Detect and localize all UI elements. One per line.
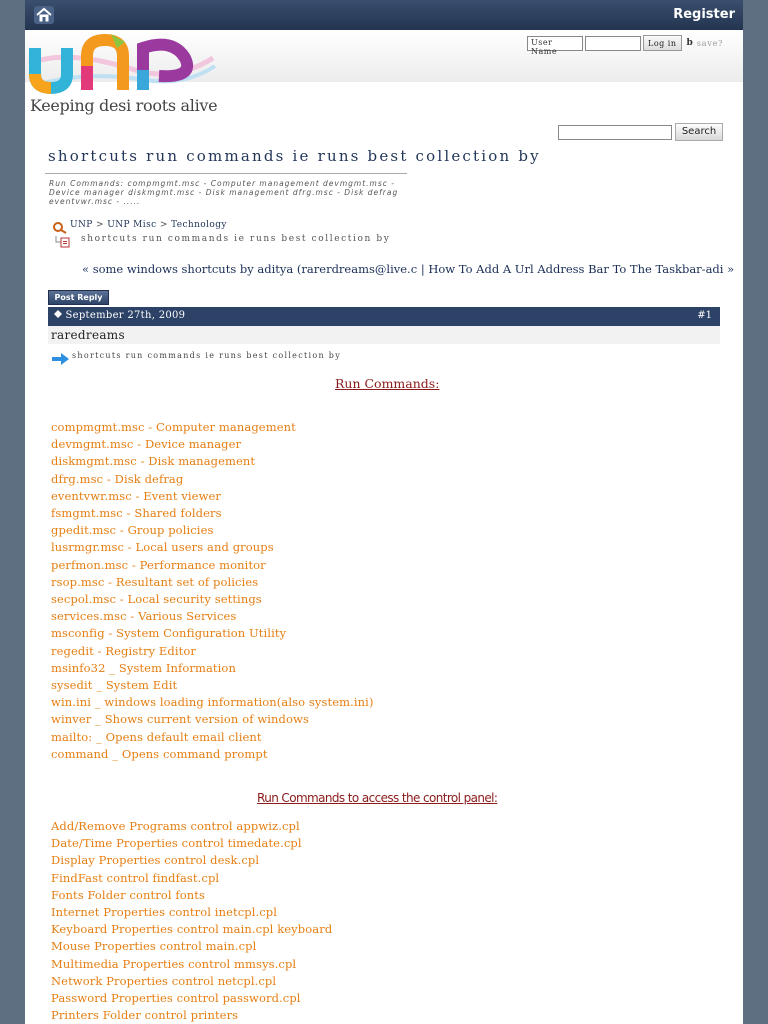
save-label: save? bbox=[696, 38, 724, 48]
list-item: FindFast control findfast.cpl bbox=[51, 870, 220, 885]
date-diamond-icon bbox=[54, 310, 62, 318]
list-item: Printers Folder control printers bbox=[51, 1008, 239, 1023]
login-form bbox=[527, 35, 724, 56]
prev-arrow: « bbox=[82, 262, 90, 276]
thread-excerpt: Run Commands: compmgmt.msc - Computer management devmgmt.msc - Device manager diskmgmt.msc - Disk management dfrg.msc - Disk defrag eventvwr.msc - ..... bbox=[49, 179, 399, 206]
post-title: shortcuts run commands ie runs best collection by bbox=[72, 351, 342, 360]
post-author[interactable]: raredreams bbox=[51, 328, 125, 342]
list-item: Display Properties control desk.cpl bbox=[51, 853, 260, 868]
control-panel-list bbox=[51, 818, 332, 1024]
list-item: Multimedia Properties control mmsys.cpl bbox=[51, 956, 297, 971]
breadcrumb-separator: > bbox=[159, 220, 168, 230]
title-divider bbox=[45, 173, 407, 174]
list-item: Network Properties control netcpl.cpl bbox=[51, 973, 277, 988]
search-input[interactable] bbox=[558, 125, 672, 140]
list-item: Add/Remove Programs control appwiz.cpl bbox=[51, 819, 300, 833]
list-item: secpol.msc - Local security settings bbox=[51, 592, 262, 607]
section-heading-run-commands: Run Commands: bbox=[335, 376, 440, 391]
list-item: command _ Opens command prompt bbox=[51, 746, 268, 761]
list-item: devmgmt.msc - Device manager bbox=[51, 437, 242, 452]
thread-title: shortcuts run commands ie runs best collection by bbox=[48, 147, 541, 165]
breadcrumb-link-technology[interactable]: Technology bbox=[171, 220, 227, 230]
list-item: Internet Properties control inetcpl.cpl bbox=[51, 905, 278, 920]
list-item: msconfig - System Configuration Utility bbox=[51, 626, 287, 641]
author-row bbox=[48, 326, 720, 344]
post-header-bar bbox=[48, 307, 720, 326]
login-button[interactable]: Log in bbox=[643, 35, 682, 51]
list-item: sysedit _ System Edit bbox=[51, 678, 178, 693]
register-link[interactable]: Register bbox=[673, 7, 735, 22]
post-reply-button[interactable]: Post Reply bbox=[48, 290, 109, 305]
prev-thread-link[interactable]: some windows shortcuts by aditya (rarerdreams@live.c bbox=[92, 262, 418, 276]
list-item: Date/Time Properties control timedate.cpl bbox=[51, 836, 302, 851]
post-date: September 27th, 2009 bbox=[65, 310, 186, 321]
top-bar bbox=[25, 0, 743, 30]
current-page-icon bbox=[55, 233, 71, 245]
breadcrumb-link-unp[interactable]: UNP bbox=[70, 220, 93, 230]
list-item: compmgmt.msc - Computer management bbox=[51, 420, 296, 434]
list-item: eventvwr.msc - Event viewer bbox=[51, 488, 222, 503]
remember-checkbox[interactable]: b bbox=[686, 38, 693, 48]
list-item: Keyboard Properties control main.cpl keyboard bbox=[51, 922, 333, 937]
breadcrumb-separator: > bbox=[95, 220, 104, 230]
home-icon[interactable] bbox=[33, 5, 55, 25]
list-item: dfrg.msc - Disk defrag bbox=[51, 471, 184, 486]
list-item: fsmgmt.msc - Shared folders bbox=[51, 506, 222, 521]
site-tagline: Keeping desi roots alive bbox=[30, 96, 218, 115]
list-item: rsop.msc - Resultant set of policies bbox=[51, 574, 259, 589]
post-date-wrap bbox=[54, 310, 185, 321]
list-item: perfmon.msc - Performance monitor bbox=[51, 557, 266, 572]
section-heading-control-panel: Run Commands to access the control panel: bbox=[257, 791, 498, 805]
breadcrumb bbox=[70, 220, 227, 230]
list-item: msinfo32 _ System Information bbox=[51, 660, 236, 675]
list-item: win.ini _ windows loading information(also system.ini) bbox=[51, 695, 374, 710]
list-item: gpedit.msc - Group policies bbox=[51, 523, 214, 538]
breadcrumb-tree-icon bbox=[53, 219, 67, 231]
list-item: Fonts Folder control fonts bbox=[51, 887, 205, 902]
post-arrow-icon bbox=[52, 350, 70, 362]
password-field[interactable] bbox=[585, 36, 641, 51]
list-item: diskmgmt.msc - Disk management bbox=[51, 454, 256, 469]
nav-divider: | bbox=[420, 262, 425, 276]
thread-navigation bbox=[82, 262, 734, 276]
list-item: Mouse Properties control main.cpl bbox=[51, 939, 257, 954]
post-number[interactable]: #1 bbox=[697, 310, 712, 321]
run-commands-list bbox=[51, 419, 374, 763]
list-item: winver _ Shows current version of windows bbox=[51, 712, 309, 727]
next-thread-link[interactable]: How To Add A Url Address Bar To The Taskbar-adi bbox=[428, 262, 724, 276]
search-button[interactable]: Search bbox=[675, 123, 723, 141]
breadcrumb-link-unp-misc[interactable]: UNP Misc bbox=[107, 220, 157, 230]
site-logo[interactable] bbox=[25, 30, 220, 122]
list-item: regedit - Registry Editor bbox=[51, 643, 196, 658]
page bbox=[25, 30, 743, 1024]
list-item: Password Properties control password.cpl bbox=[51, 991, 301, 1006]
list-item: lusrmgr.msc - Local users and groups bbox=[51, 540, 274, 555]
list-item: mailto: _ Opens default email client bbox=[51, 729, 262, 744]
list-item: services.msc - Various Services bbox=[51, 609, 237, 624]
username-field[interactable]: User Name bbox=[527, 36, 583, 51]
breadcrumb-current: shortcuts run commands ie runs best collection by bbox=[81, 234, 391, 244]
next-arrow: » bbox=[727, 262, 735, 276]
